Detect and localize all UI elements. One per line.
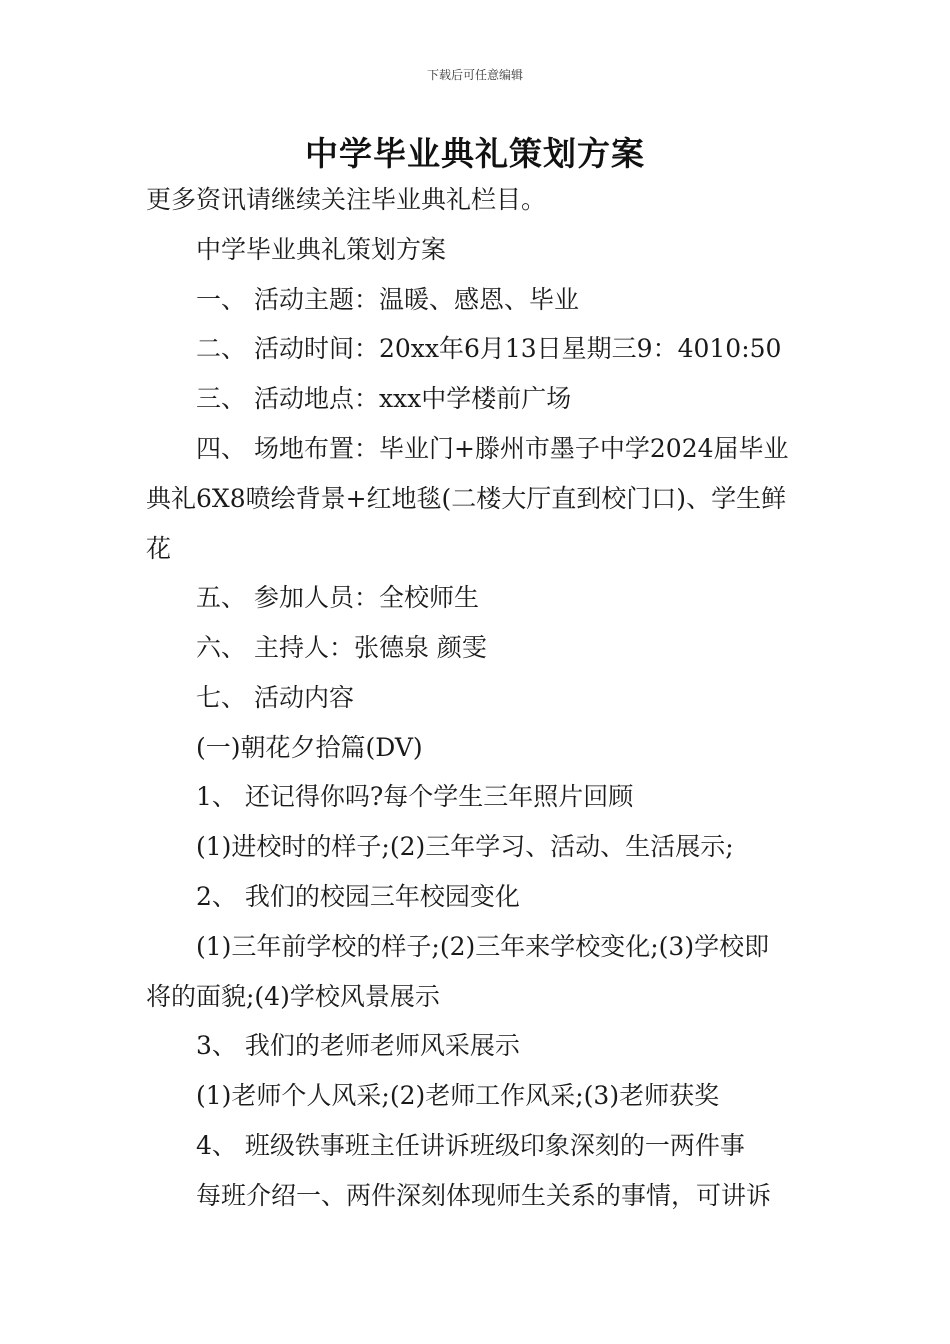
layout-line-1: 四、 场地布置：毕业门+滕州市墨子中学2024届毕业 [196, 434, 789, 463]
venue-line: 三、 活动地点：xxx中学楼前广场 [196, 384, 572, 413]
item-1-line: 1、 还记得你吗?每个学生三年照片回顾 [196, 782, 634, 811]
item-2-line: 2、 我们的校园三年校园变化 [196, 882, 520, 911]
item-1-detail-line: (1)进校时的样子;(2)三年学习、活动、生活展示; [196, 832, 734, 861]
theme-line: 一、 活动主题：温暖、感恩、毕业 [196, 285, 579, 314]
download-note: 下载后可任意编辑 [426, 68, 523, 82]
item-3-line: 3、 我们的老师老师风采展示 [196, 1031, 520, 1060]
item-4-line: 4、 班级铁事班主任讲诉班级印象深刻的一两件事 [196, 1131, 745, 1160]
item-2-detail-line-2: 将的面貌;(4)学校风景展示 [146, 982, 440, 1011]
layout-line-3: 花 [146, 534, 172, 563]
layout-line-2: 典礼6X8喷绘背景+红地毯(二楼大厅直到校门口)、学生鲜 [146, 484, 787, 513]
item-2-detail-line-1: (1)三年前学校的样子;(2)三年来学校变化;(3)学校即 [196, 932, 770, 961]
content-heading-line: 七、 活动内容 [196, 683, 354, 712]
time-line: 二、 活动时间：20xx年6月13日星期三9：4010:50 [196, 334, 782, 363]
intro-line: 更多资讯请继续关注毕业典礼栏目。 [146, 185, 547, 214]
item-3-detail-line: (1)老师个人风采;(2)老师工作风采;(3)老师获奖 [196, 1081, 720, 1110]
item-4-detail-line: 每班介绍一、两件深刻体现师生关系的事情，可讲诉 [196, 1181, 772, 1210]
section-one-line: (一)朝花夕拾篇(DV) [196, 733, 423, 762]
hosts-line: 六、 主持人：张德泉 颜雯 [196, 633, 487, 662]
subtitle-line: 中学毕业典礼策划方案 [196, 235, 447, 264]
participants-line: 五、 参加人员：全校师生 [196, 583, 479, 612]
document-title: 中学毕业典礼策划方案 [305, 134, 645, 173]
